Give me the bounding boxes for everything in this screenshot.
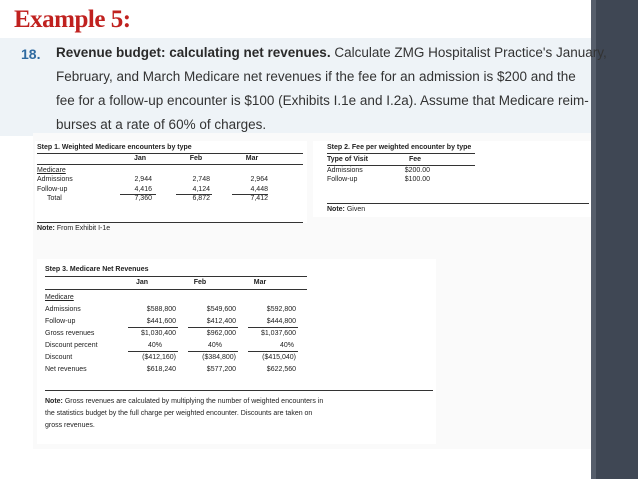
step3-cell: 40% [207,342,222,349]
slide-sidebar [591,0,638,479]
step1-cell: 2,748 [192,176,210,183]
step1-cell: 4,416 [134,186,152,193]
step1-cell: 2,944 [134,176,152,183]
step3-cell: 40% [147,342,162,349]
step3-cell: $441,600 [146,318,176,325]
step2-note: Note: Given [327,206,366,213]
step2-col-fee: Fee [408,156,422,163]
step1-row-label: Admissions [37,176,73,183]
step3-title: Step 3. Medicare Net Revenues [45,266,149,273]
step3-cell: 40% [279,342,294,349]
step1-cell: 2,964 [250,176,268,183]
step3-row-label: Discount [45,354,73,361]
step3-cell: $1,037,600 [260,330,296,337]
problem-line-4: burses at a rate of 60% of charges. [56,117,267,132]
step1-cell: 7,360 [134,195,152,202]
problem-line-1 [56,45,607,60]
slide-sidebar-edge [591,0,596,479]
step3-cell: $577,200 [206,366,236,373]
step3-cell: $618,240 [146,366,176,373]
step3-cell: $962,000 [206,330,236,337]
step3-col-feb: Feb [193,279,207,286]
step1-cell: 4,124 [192,186,210,193]
step3-cell: $588,800 [146,306,176,313]
step1-row-label: Total [47,195,62,202]
step3-section: Medicare [45,294,74,301]
step3-row-label: Follow-up [45,318,76,325]
problem-heading: Revenue budget: calculating net revenues. [56,45,331,60]
step3-note-line-2: the statistics budget by the full charge per weighted encounter. Discounts are taken on [45,410,313,417]
step3-cell: ($412,160) [142,354,176,361]
step1-cell: 7,412 [250,195,268,202]
step3-row-label: Gross revenues [45,330,95,337]
step3-row-label: Discount percent [45,342,98,349]
problem-text: Calculate ZMG Hospitalist Practice's January, [334,45,607,60]
slide-title: Example 5: [14,6,131,33]
problem-line-3: fee for a follow-up encounter is $100 (Exhibits I.1e and I.2a). Assume that Medicare reim- [56,93,589,108]
step2-row-label: Admissions [327,167,363,174]
step3-cell: $412,400 [206,318,236,325]
step1-cell: 4,448 [250,186,268,193]
step3-cell: $1,030,400 [140,330,176,337]
step2-cell: $200.00 [404,167,430,174]
step2-title: Step 2. Fee per weighted encounter by type [327,144,472,151]
step1-col-feb: Feb [189,155,203,162]
step3-row-label: Net revenues [45,366,87,373]
step3-row-label: Admissions [45,306,81,313]
problem-line-2: February, and March Medicare net revenues if the fee for an admission is $200 and the [56,69,576,84]
step3-cell: $592,800 [266,306,296,313]
step2-row-label: Follow-up [327,176,358,183]
step3-cell: $444,800 [266,318,296,325]
step3-cell: ($384,800) [202,354,236,361]
step3-cell: ($415,040) [262,354,296,361]
step1-title: Step 1. Weighted Medicare encounters by type [37,144,192,151]
step1-note: Note: From Exhibit I-1e [37,225,111,232]
step3-cell: $549,600 [206,306,236,313]
step1-row-label: Follow-up [37,186,68,193]
problem-number: 18. [21,46,41,62]
step1-cell: 6,872 [192,195,210,202]
step3-cell: $622,560 [266,366,296,373]
step3-col-mar: Mar [253,279,267,286]
step1-col-mar: Mar [245,155,259,162]
step3-note-line-1: Note: Gross revenues are calculated by multiplying the number of weighted encounters in [45,398,324,405]
step3-note-line-3: gross revenues. [45,422,95,429]
step3-col-jan: Jan [135,279,149,286]
step2-col-type: Type of Visit [327,156,368,163]
step2-cell: $100.00 [404,176,430,183]
step1-section: Medicare [37,167,66,174]
step1-col-jan: Jan [133,155,147,162]
